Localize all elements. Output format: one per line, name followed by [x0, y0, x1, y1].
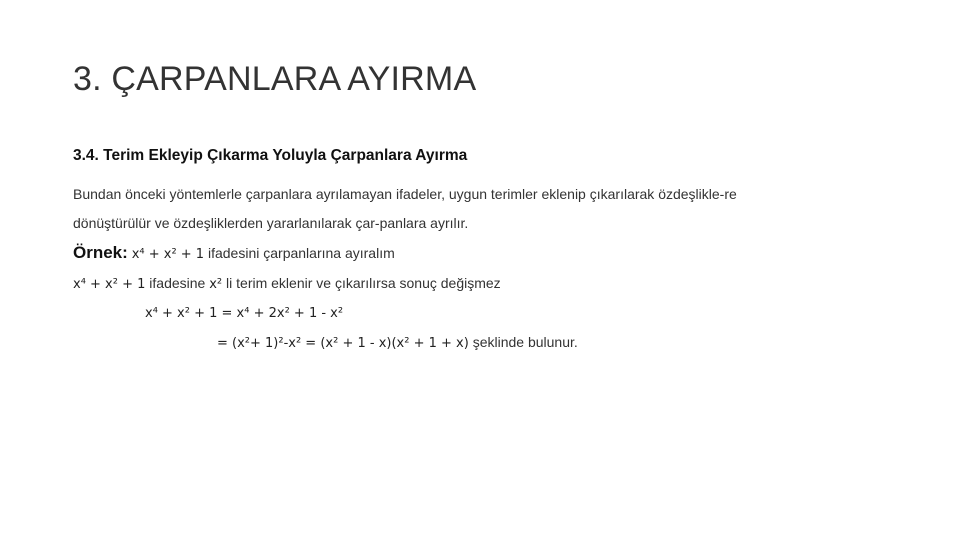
slide-title: 3. ÇARPANLARA AYIRMA — [73, 60, 477, 98]
paragraph-line-2: dönüştürülür ve özdeşliklerden yararlanılarak çar-panlara ayrılır. — [73, 215, 469, 231]
paragraph-line-1: Bundan önceki yöntemlerle çarpanlara ayrılamayan ifadeler, uygun terimler eklenip çıkarılarak özdeşlikle-re — [73, 186, 737, 202]
step-1-expression: x⁴ + x² + 1 — [73, 277, 146, 292]
example-row — [73, 243, 395, 263]
step-1-text-a: ifadesine — [149, 275, 206, 291]
section-subtitle: 3.4. Terim Ekleyip Çıkarma Yoluyla Çarpanlara Ayırma — [73, 147, 468, 164]
step-1-text-b: li terim eklenir ve çıkarılırsa sonuç değişmez — [226, 275, 501, 291]
step-3-text: şeklinde bulunur. — [472, 334, 578, 350]
step-2-equation: x⁴ + x² + 1 = x⁴ + 2x² + 1 - x² — [145, 306, 344, 321]
step-2-line — [145, 304, 343, 321]
example-text: ifadesini çarpanlarına ayıralım — [207, 245, 395, 261]
example-label: Örnek: — [73, 243, 128, 262]
example-expression: x⁴ + x² + 1 — [131, 247, 205, 262]
step-3-line — [217, 334, 578, 351]
step-1-line — [73, 275, 501, 292]
step-3-equation: = (x²+ 1)²-x² = (x² + 1 - x)(x² + 1 + x) — [217, 336, 469, 351]
step-1-term: x² — [209, 277, 223, 292]
